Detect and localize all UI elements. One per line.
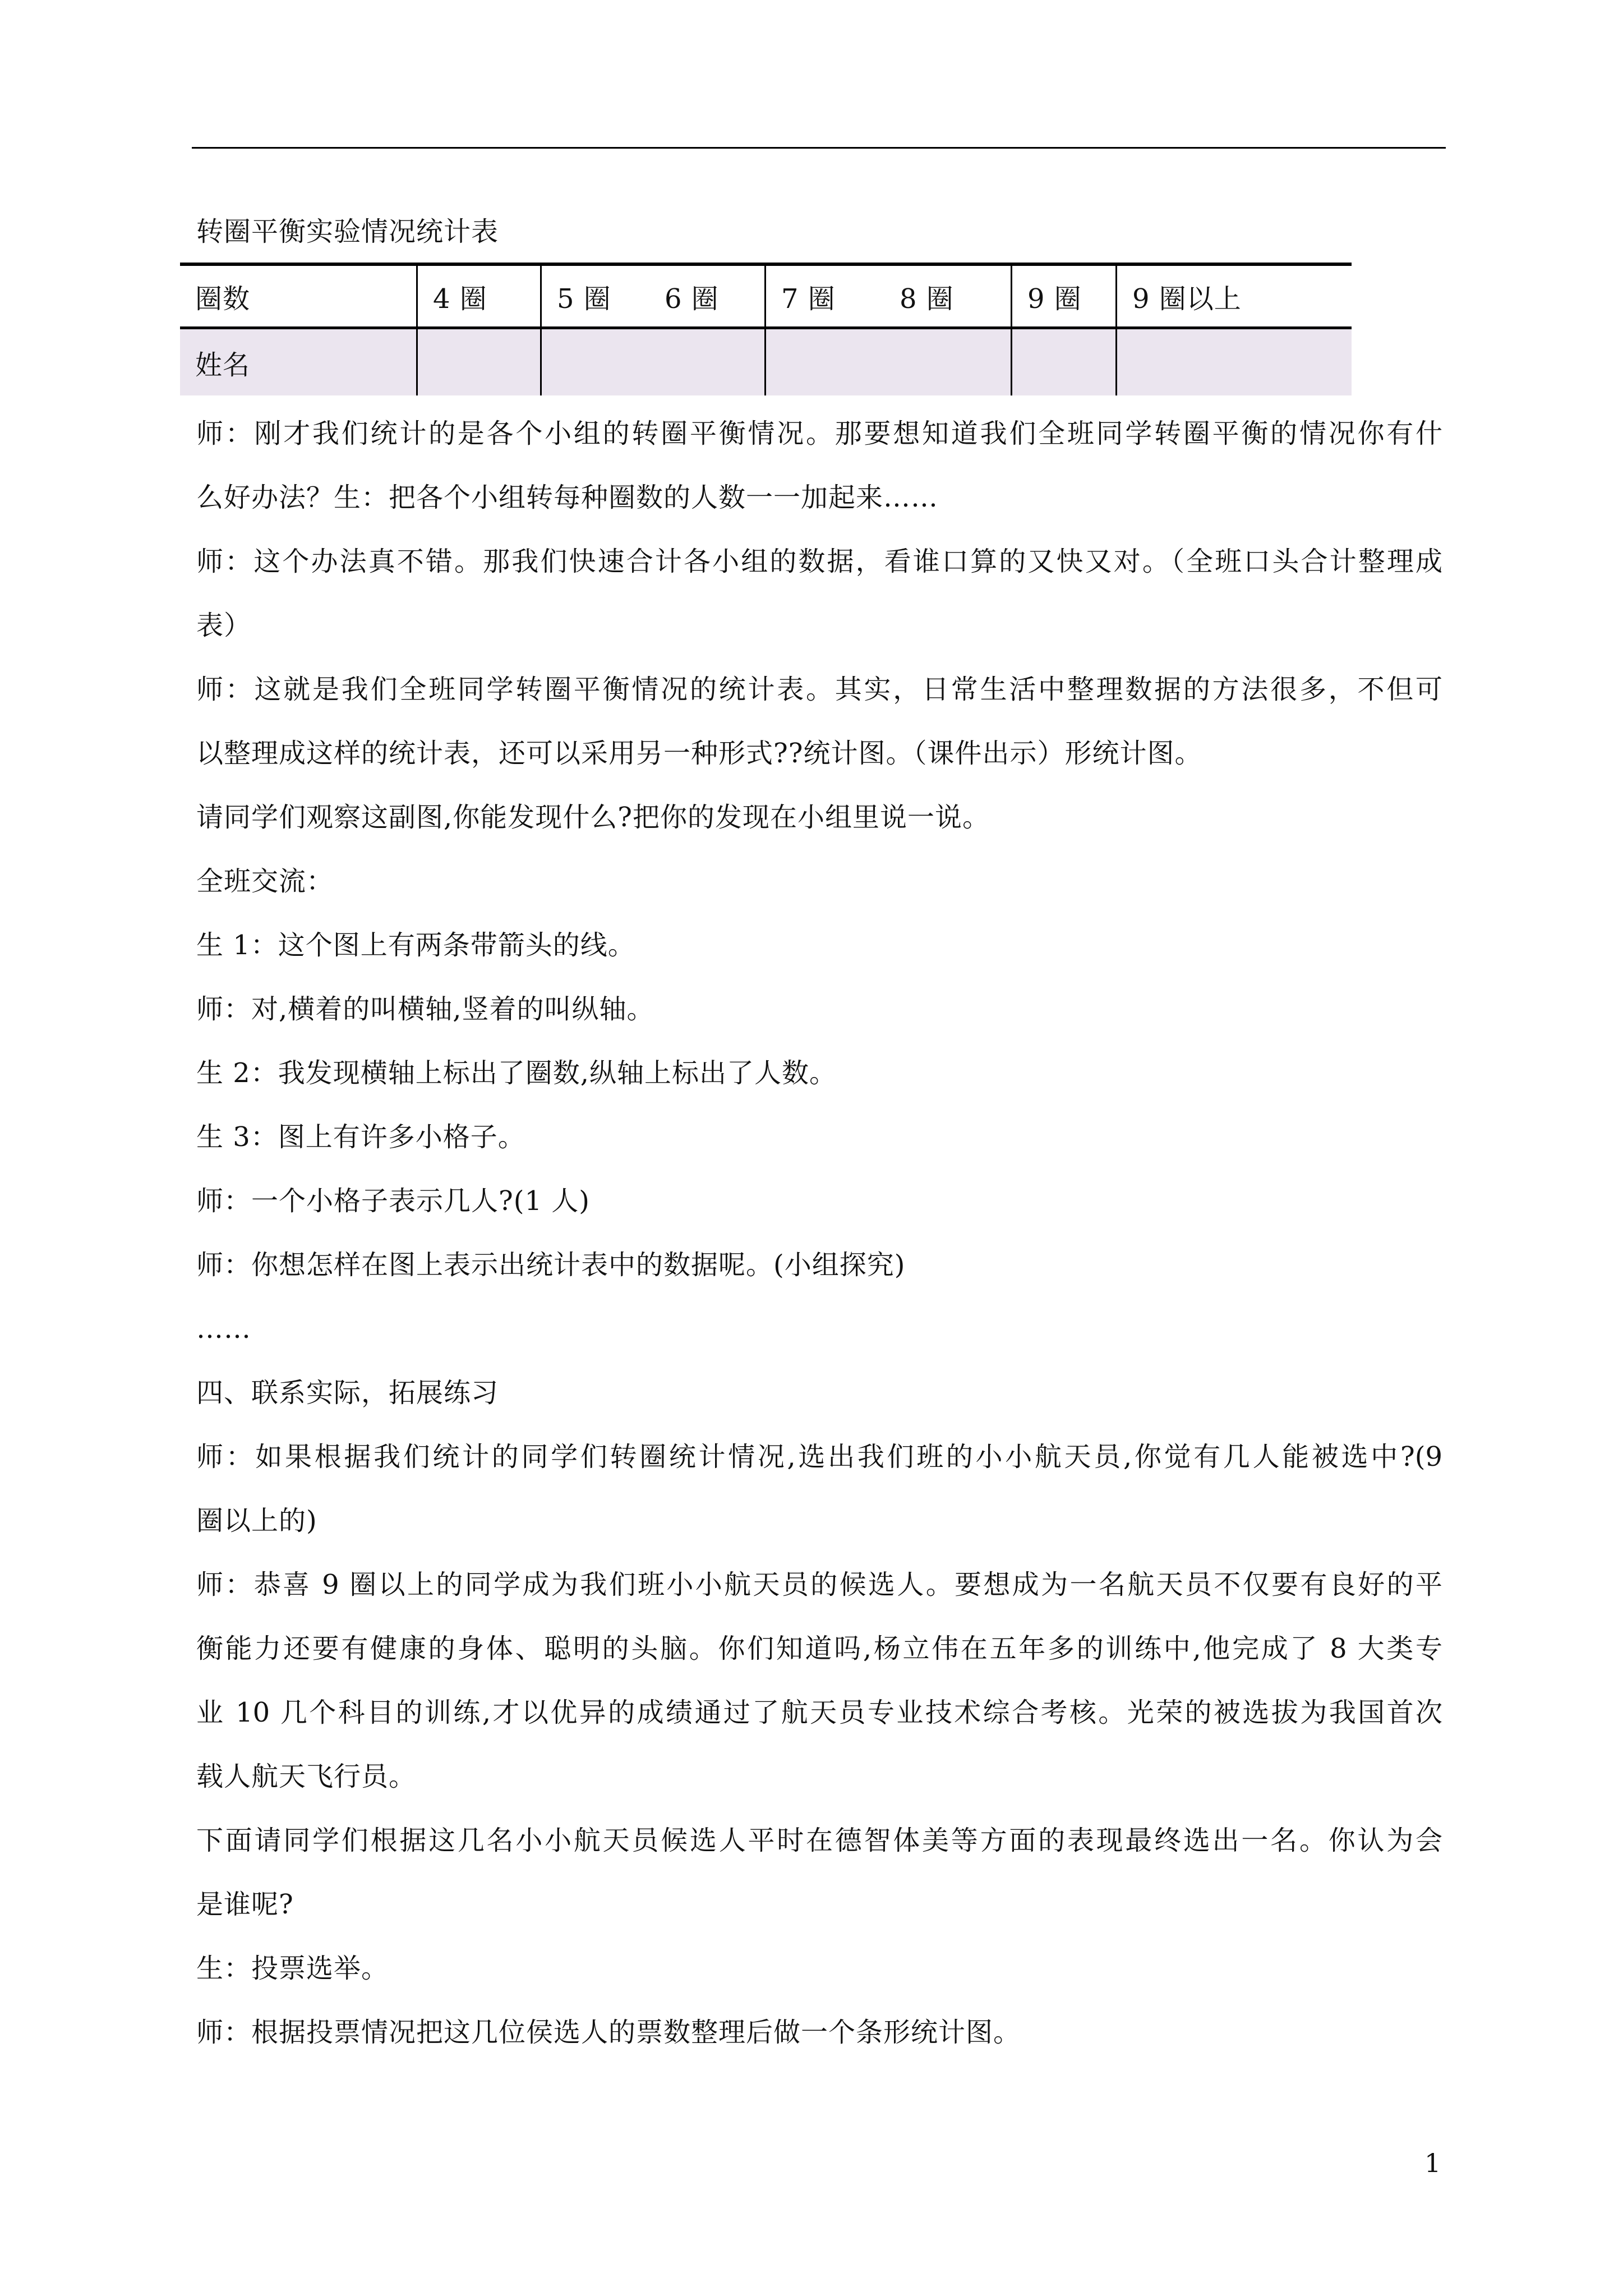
lesson-body <box>196 402 1442 2064</box>
paragraph <box>196 1553 1442 1809</box>
table-header-cell <box>764 266 1011 326</box>
table-header-row <box>180 263 1352 329</box>
paragraph-line: 生 2：我发现横轴上标出了圈数,纵轴上标出了人数。 <box>196 1057 837 1089</box>
paragraph <box>196 1169 1442 1233</box>
paragraph-line: 圈以上的) <box>196 1505 317 1536</box>
column-label: 8 圈 <box>900 283 954 315</box>
row-label-name: 姓名 <box>195 349 251 381</box>
paragraph-line: 下面请同学们根据这几名小小航天员候选人平时在德智体美等方面的表现最终选出一名。你认为会 <box>196 1825 1442 1856</box>
paragraph <box>196 1425 1442 1553</box>
paragraph-line: 生 3：图上有许多小格子。 <box>196 1121 525 1153</box>
paragraph <box>196 1297 1442 1361</box>
paragraph <box>196 785 1442 849</box>
table-name-row <box>180 329 1352 395</box>
paragraph <box>196 1233 1442 1297</box>
column-label: 9 圈 <box>1027 283 1082 315</box>
paragraph-line: 师：你想怎样在图上表示出统计表中的数据呢。(小组探究) <box>196 1249 906 1281</box>
paragraph <box>196 657 1442 785</box>
row-label-laps: 圈数 <box>195 283 251 315</box>
column-label: 4 圈 <box>433 283 487 315</box>
table-header-cell <box>416 266 540 326</box>
paragraph-line: 四、联系实际，拓展练习 <box>196 1377 499 1409</box>
paragraph-line: 师：一个小格子表示几人?(1 人) <box>196 1185 590 1217</box>
column-label: 7 圈 <box>781 283 836 315</box>
paragraph-line: 生：投票选举。 <box>196 1953 389 1984</box>
paragraph-line: 是谁呢? <box>196 1889 294 1920</box>
paragraph <box>196 849 1442 913</box>
table-header-cell <box>1011 266 1115 326</box>
paragraph <box>196 1041 1442 1105</box>
column-label: 5 圈 <box>557 283 611 315</box>
table-cell-empty <box>764 329 1011 395</box>
paragraph-line: 以整理成这样的统计表，还可以采用另一种形式??统计图。（课件出示）形统计图。 <box>196 738 1202 769</box>
paragraph <box>196 530 1442 657</box>
paragraph <box>196 977 1442 1041</box>
paragraph-line: 师：这个办法真不错。那我们快速合计各小组的数据，看谁口算的又快又对。（全班口头合计整理成 <box>196 546 1442 577</box>
column-label: 9 圈以上 <box>1132 283 1242 315</box>
paragraph-line: 生 1：这个图上有两条带箭头的线。 <box>196 930 635 961</box>
paragraph-line: 载人航天飞行员。 <box>196 1761 417 1792</box>
paragraph <box>196 1936 1442 2000</box>
table-title: 转圈平衡实验情况统计表 <box>196 216 499 247</box>
paragraph-line: 师：这就是我们全班同学转圈平衡情况的统计表。其实，日常生活中整理数据的方法很多，不但可 <box>196 674 1442 705</box>
table-cell <box>180 329 416 395</box>
paragraph-line: 表） <box>196 610 252 641</box>
statistics-table <box>180 263 1352 395</box>
section-heading <box>196 1361 1442 1425</box>
paragraph <box>196 2000 1442 2064</box>
paragraph-line: 师：恭喜 9 圈以上的同学成为我们班小小航天员的候选人。要想成为一名航天员不仅要有良好的平 <box>196 1569 1442 1600</box>
table-cell-empty <box>416 329 540 395</box>
table-header-cell <box>540 266 764 326</box>
paragraph <box>196 1105 1442 1169</box>
paragraph <box>196 402 1442 530</box>
table-cell-empty <box>1115 329 1352 395</box>
table-header-cell <box>180 266 416 326</box>
paragraph-line: 师：刚才我们统计的是各个小组的转圈平衡情况。那要想知道我们全班同学转圈平衡的情况你有什 <box>196 418 1442 449</box>
header-rule <box>192 147 1446 149</box>
paragraph-line: …… <box>196 1313 251 1345</box>
paragraph-line: 全班交流： <box>196 866 334 897</box>
paragraph-line: 业 10 几个科目的训练,才以优异的成绩通过了航天员专业技术综合考核。光荣的被选拔为我国首次 <box>196 1697 1442 1728</box>
paragraph <box>196 1809 1442 1936</box>
table-header-cell <box>1115 266 1352 326</box>
table-cell-empty <box>1011 329 1115 395</box>
paragraph-line: 师：根据投票情况把这几位侯选人的票数整理后做一个条形统计图。 <box>196 2017 1021 2048</box>
column-label: 6 圈 <box>665 283 719 315</box>
paragraph <box>196 913 1442 977</box>
table-cell-empty <box>540 329 764 395</box>
paragraph-line: 衡能力还要有健康的身体、聪明的头脑。你们知道吗,杨立伟在五年多的训练中,他完成了 8 大类专 <box>196 1633 1442 1664</box>
paragraph-line: 么好办法？生：把各个小组转每种圈数的人数一一加起来…… <box>196 482 939 513</box>
paragraph-line: 师：如果根据我们统计的同学们转圈统计情况,选出我们班的小小航天员,你觉有几人能被选中?(9 <box>196 1441 1442 1473</box>
page-number: 1 <box>1424 2148 1441 2178</box>
paragraph-line: 请同学们观察这副图,你能发现什么?把你的发现在小组里说一说。 <box>196 802 990 833</box>
paragraph-line: 师：对,横着的叫横轴,竖着的叫纵轴。 <box>196 993 654 1025</box>
